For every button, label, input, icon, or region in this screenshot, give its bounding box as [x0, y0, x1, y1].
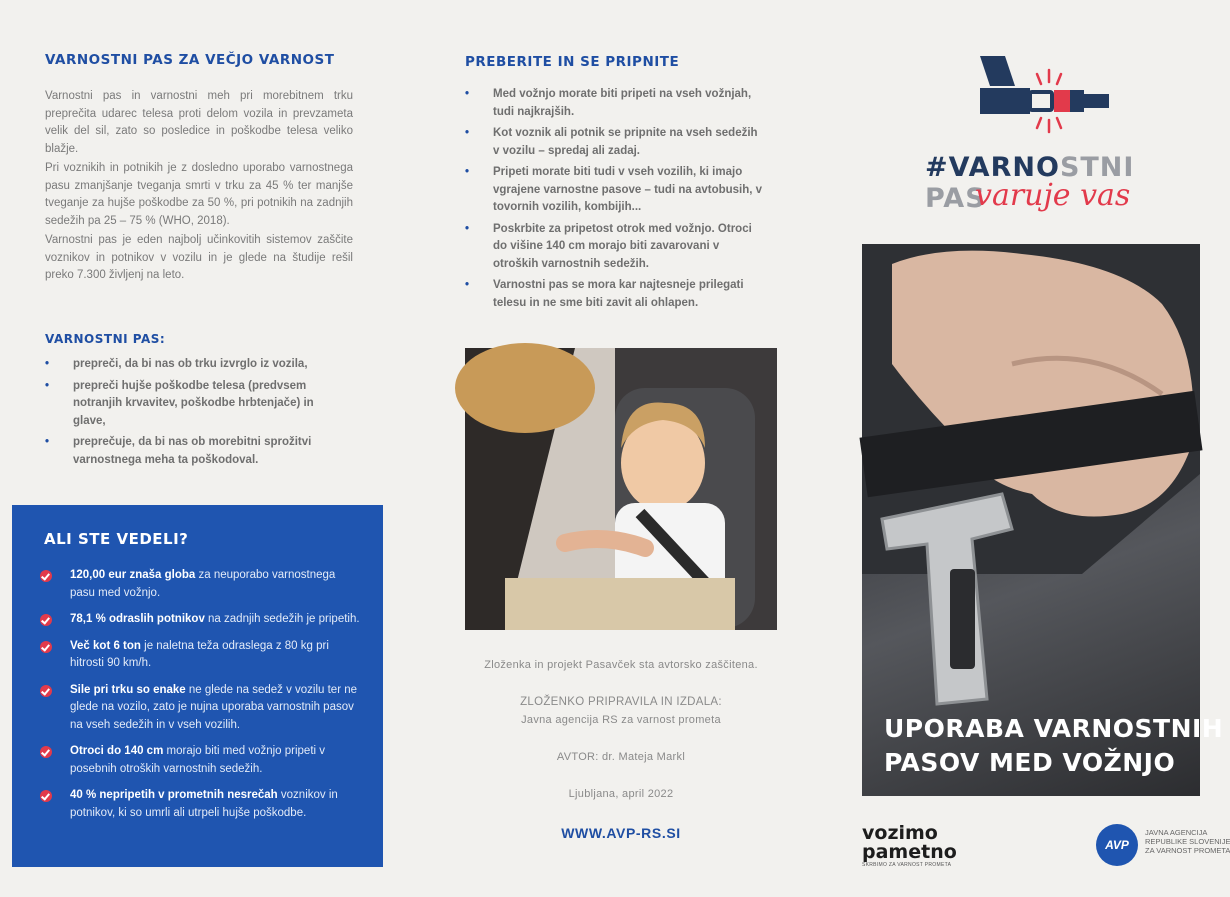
author: AVTOR: dr. Mateja Markl	[556, 751, 686, 763]
seatbelt-logo-icon	[975, 56, 1115, 138]
fact-item: Več kot 6 ton je naletna teža odraslega z 80 kg pri hitrosti 90 km/h.	[40, 638, 360, 673]
left-subheading: VARNOSTNI PAS:	[45, 332, 166, 346]
check-icon	[40, 746, 52, 758]
fact-item: 120,00 eur znaša globa za neuporabo varnostnega pasu med vožnjo.	[40, 567, 360, 602]
list-item: • Pripeti morate biti tudi v vseh vozilih, ki imajo vgrajene varnostne pasove – tudi na avtobusih, v tovornih vozilih, kombijih...	[465, 166, 763, 213]
left-paragraph-1: Varnostni pas in varnostni meh pri morebitnem trku preprečita udarec telesa proti delom vozila in prevzameta velik del sil, zato so posledice in poškodbe telesa veliko blažje.	[45, 90, 353, 155]
avp-logo: AVP	[1096, 824, 1138, 866]
child-photo-illustration	[465, 348, 777, 630]
fact-item: 40 % nepripetih v prometnih nesrečah voznikov in potnikov, ki so umrli ali utrpeli hujše poškodbe.	[40, 787, 360, 822]
logo-vozimo-bottom: pametno	[862, 841, 957, 863]
date: Ljubljana, april 2022	[568, 788, 674, 800]
facts-list	[40, 567, 360, 831]
list-item: • preprečuje, da bi nas ob morebitni sprožitvi varnostnega meha ta poškodoval.	[45, 436, 312, 466]
hashtag-title-part-navy: #VARNO	[925, 152, 1060, 183]
check-icon	[40, 685, 52, 697]
left-intro	[45, 88, 353, 287]
tagline: varuje vas	[975, 178, 1131, 213]
fact-item: Otroci do 140 cm morajo biti med vožnjo pripeti v posebnih otroških varnostnih sedežih.	[40, 743, 360, 778]
did-you-know-panel	[12, 505, 383, 867]
list-item: • Med vožnjo morate biti pripeti na vseh vožnjah, tudi najkrajših.	[465, 88, 752, 118]
cover-title: UPORABA VARNOSTNIH PASOV MED VOŽNJO	[884, 714, 1224, 777]
check-icon	[40, 614, 52, 626]
check-icon	[40, 641, 52, 653]
list-item: • Varnostni pas se mora kar najtesneje prilegati telesu in ne sme biti zavit ali ohlapen.	[465, 279, 744, 309]
logo-vozimo-sub: SKRBIMO ZA VARNOST PROMETA	[862, 862, 952, 868]
middle-heading: PREBERITE IN SE PRIPNITE	[465, 54, 680, 70]
list-item: • prepreči, da bi nas ob trku izvrglo iz vozila,	[45, 358, 308, 370]
left-paragraph-3: Varnostni pas je eden najbolj učinkovitih sistemov zaščite voznikov in potnikov v vozilu in je glede na študije rešil preko 7.300 življenj na leto.	[45, 234, 353, 281]
agency-line: REPUBLIKE SLOVENIJE	[1145, 837, 1230, 846]
website-link[interactable]: WWW.AVP-RS.SI	[561, 825, 681, 841]
check-icon	[40, 570, 52, 582]
logo-vozimo-top: vozimo	[862, 822, 938, 844]
left-paragraph-2: Pri voznikih in potnikih je z doslednо uporabo varnostnega pasu zmanjšanje tveganja smrti v trku za 45 % ter manjše tveganje za hujše poškodbe za 50 %, pri potnikih na zadnjih sedežih pa 25 – 75 % (WHO, 2018).	[45, 162, 353, 227]
list-item: • prepreči hujše poškodbe telesa (predvsem notranjih krvavitev, poškodbe hrbtenjače) in glave,	[45, 379, 314, 427]
seatbelt-buckle-photo	[862, 244, 1224, 796]
prepared-heading: ZLOŽENKO PRIPRAVILA IN IZDALA:	[520, 696, 722, 708]
list-item: • Poskrbite za pripetost otrok med vožnjo. Otroci do višine 140 cm morajo biti zavarovani v otroških varnostnih sedežih.	[465, 222, 752, 270]
prepared-by: Javna agencija RS za varnost prometa	[521, 714, 721, 726]
left-bullet-list	[45, 356, 335, 473]
middle-bullet-list	[465, 86, 765, 316]
agency-line: ZA VARNOST PROMETA	[1145, 846, 1230, 855]
left-heading: VARNOSTNI PAS ZA VEČJO VARNOST	[45, 52, 335, 68]
vozimo-pametno-logo	[862, 824, 972, 868]
child-car-seat-photo	[465, 348, 777, 630]
panel-heading: ALI STE VEDELI?	[44, 530, 189, 548]
agency-line: JAVNA AGENCIJA	[1145, 828, 1208, 837]
list-item: • Kot voznik ali potnik se pripnite na vseh sedežih v vozilu – spredaj ali zadaj.	[465, 127, 758, 157]
fact-item: 78,1 % odraslih potnikov na zadnjih sedežih je pripetih.	[40, 611, 360, 629]
fact-item: Sile pri trku so enake ne glede na sedež v vozilu ter ne glede na vozilo, zato je nujna uporaba varnostnih pasov na vseh sedežih in v vseh vozilih.	[40, 682, 360, 735]
agency-name	[1145, 828, 1230, 855]
hashtag-title-part-grey: STNI PAS	[925, 152, 1135, 214]
check-icon	[40, 790, 52, 802]
copyright-note: Zloženka in projekt Pasavček sta avtorsko zaščitena.	[484, 659, 758, 671]
